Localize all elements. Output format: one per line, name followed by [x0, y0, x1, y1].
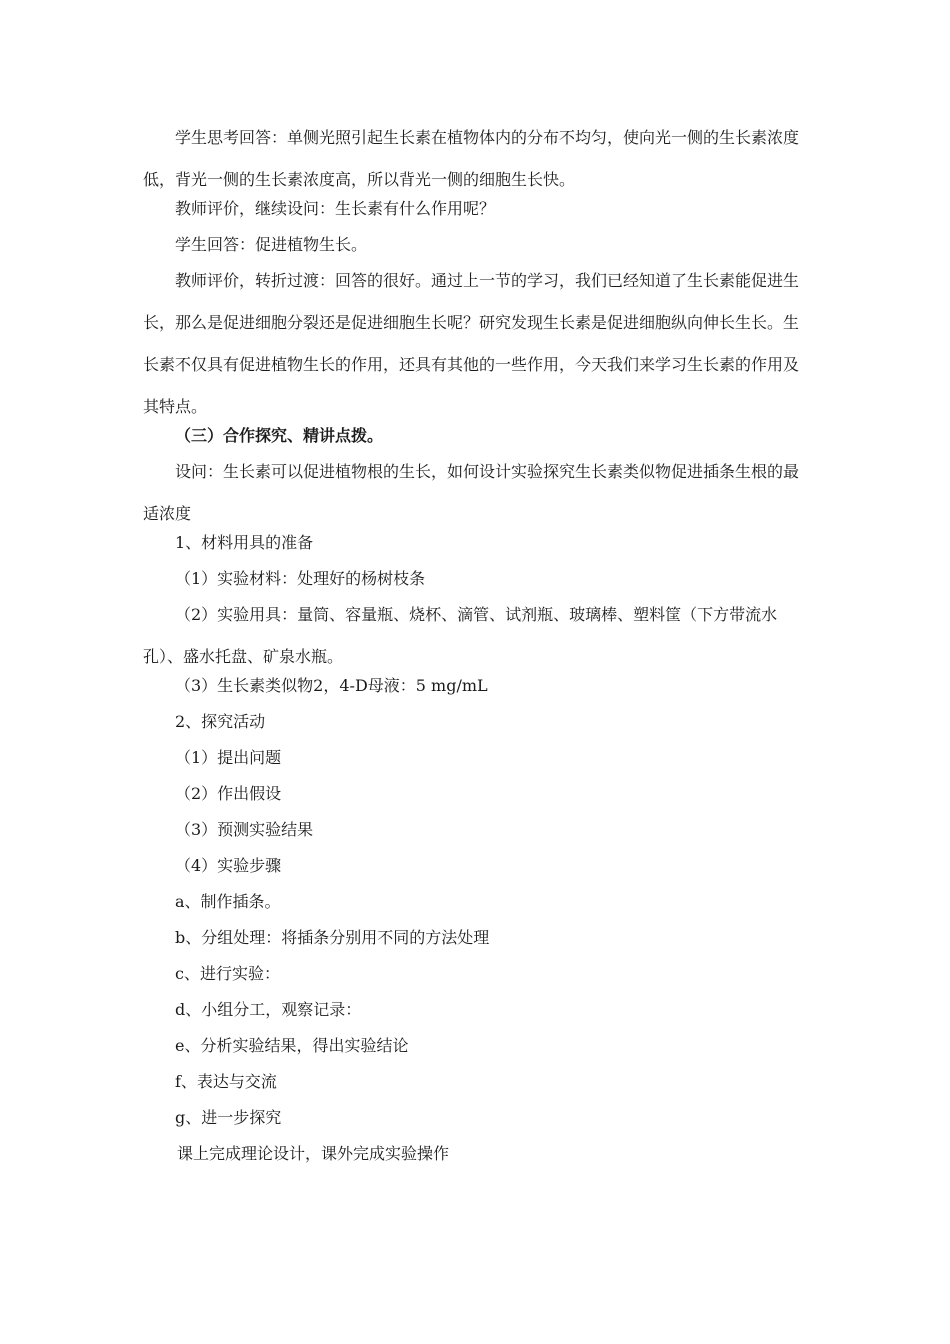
list-item-material-3: （3）生长素类似物2，4-D母液：5 mg/mL [175, 676, 488, 695]
list-item-activity-2: （2）作出假设 [175, 784, 282, 803]
list-item-activity-1: （1）提出问题 [175, 748, 282, 767]
list-item-material-1: （1）实验材料：处理好的杨树枝条 [175, 569, 426, 588]
list-item-step-a: a、制作插条。 [175, 892, 281, 911]
list-item-activity-3: （3）预测实验结果 [175, 820, 314, 839]
paragraph-teacher-question: 教师评价，继续设问：生长素有什么作用呢？ [175, 199, 496, 218]
document-body [143, 124, 807, 1168]
list-item-step-f: f、表达与交流 [175, 1072, 277, 1091]
paragraph-closing-note: 课上完成理论设计，课外完成实验操作 [177, 1144, 450, 1163]
list-item-activity: 2、探究活动 [175, 712, 266, 731]
list-item-step-b: b、分组处理：将插条分别用不同的方法处理 [175, 928, 490, 947]
list-item-step-g: g、进一步探究 [175, 1108, 282, 1127]
paragraph-teacher-transition: 教师评价，转折过渡：回答的很好。通过上一节的学习，我们已经知道了生长素能促进生长，那么是促进细胞分裂还是促进细胞生长呢？研究发现生长素是促进细胞纵向伸长生长。生长素不仅具有促进植物生长的作用，还具有其他的一些作用，今天我们来学习生长素的作用及其特点。 [143, 271, 800, 416]
paragraph-experiment-question: 设问：生长素可以促进植物根的生长，如何设计实验探究生长素类似物促进插条生根的最适浓度 [143, 462, 800, 523]
list-item-step-c: c、进行实验： [175, 964, 280, 983]
paragraph-student-answer-growth: 学生回答：促进植物生长。 [175, 235, 368, 254]
section-heading: （三）合作探究、精讲点拨。 [175, 426, 384, 445]
list-item-activity-4: （4）实验步骤 [175, 856, 282, 875]
list-item-material-2: （2）实验用具：量筒、容量瓶、烧杯、滴管、试剂瓶、玻璃棒、塑料筐（下方带流水孔）、盛水托盘、矿泉水瓶。 [143, 605, 778, 666]
list-item-step-d: d、小组分工，观察记录： [175, 1000, 362, 1019]
paragraph-student-answer-light: 学生思考回答：单侧光照引起生长素在植物体内的分布不均匀，使向光一侧的生长素浓度低，背光一侧的生长素浓度高，所以背光一侧的细胞生长快。 [143, 128, 800, 189]
list-item-step-e: e、分析实验结果，得出实验结论 [175, 1036, 409, 1055]
list-item-materials: 1、材料用具的准备 [175, 533, 314, 552]
